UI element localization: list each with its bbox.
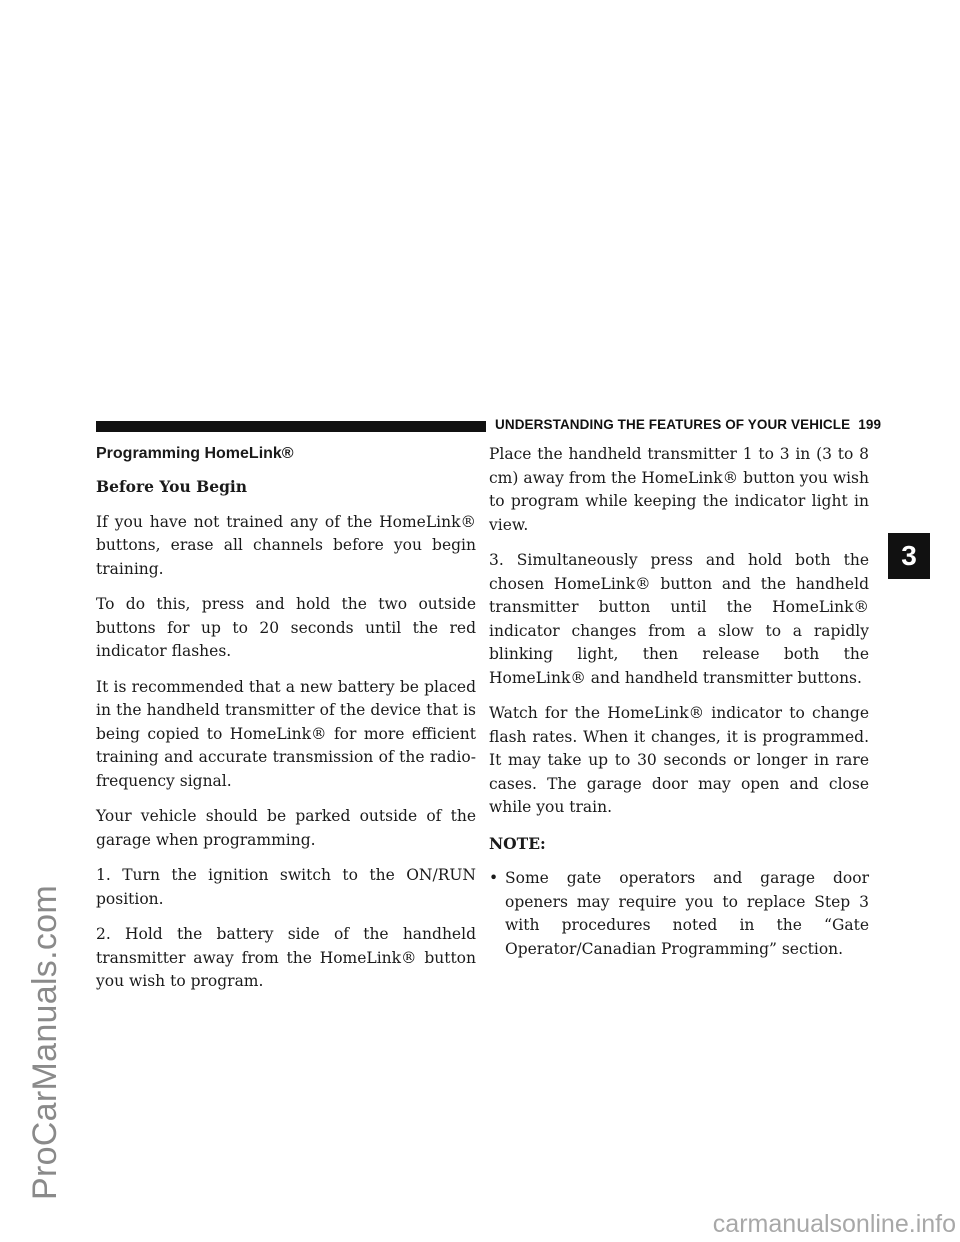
chapter-title: UNDERSTANDING THE FEATURES OF YOUR VEHICLE: [495, 417, 851, 432]
paragraph: If you have not trained any of the HomeLink® buttons, erase all channels before you begin training.: [96, 512, 476, 578]
bullet-icon: •: [489, 869, 499, 887]
side-watermark: ProCarManuals.com: [26, 885, 64, 1200]
left-column: [96, 443, 476, 994]
step-3: 3. Simultaneously press and hold both the chosen HomeLink® button and the handheld transmitter button until the HomeLink® indicator changes from a slow to a rapidly blinking light, then release both the HomeLink® and handheld transmitter buttons.: [489, 551, 869, 687]
section-title: Programming HomeLink®: [96, 445, 294, 462]
right-column: [489, 443, 869, 961]
paragraph: It is recommended that a new battery be placed in the handheld transmitter of the device that is being copied to HomeLink® for more efficient training and accurate transmission of the radio-frequency signal.: [96, 677, 476, 790]
paragraph: Watch for the HomeLink® indicator to change flash rates. When it changes, it is programmed. It may take up to 30 seconds or longer in rare cases. The garage door may open and close while you train.: [489, 704, 869, 816]
step-2: 2. Hold the battery side of the handheld transmitter away from the HomeLink® button you wish to program.: [96, 925, 476, 990]
note-label: NOTE:: [489, 833, 546, 853]
bottom-watermark: carmanualsonline.info: [712, 1210, 956, 1238]
paragraph: Your vehicle should be parked outside of the garage when programming.: [96, 807, 476, 849]
paragraph: To do this, press and hold the two outside buttons for up to 20 seconds until the red indicator flashes.: [96, 595, 476, 660]
chapter-tab: 3: [888, 533, 930, 579]
header-rule: [96, 421, 486, 432]
running-header: [495, 417, 882, 432]
note-bullet-item: [489, 867, 869, 961]
step-1: 1. Turn the ignition switch to the ON/RUN position.: [96, 866, 476, 908]
paragraph: Place the handheld transmitter 1 to 3 in (3 to 8 cm) away from the HomeLink® button you wish to program while keeping the indicator light in view.: [489, 445, 869, 534]
page-number: 199: [858, 417, 882, 432]
subheading: Before You Begin: [96, 477, 248, 496]
bullet-text: Some gate operators and garage door openers may require you to replace Step 3 with procedures noted in the “Gate Operator/Canadian Programming” section.: [505, 869, 869, 958]
